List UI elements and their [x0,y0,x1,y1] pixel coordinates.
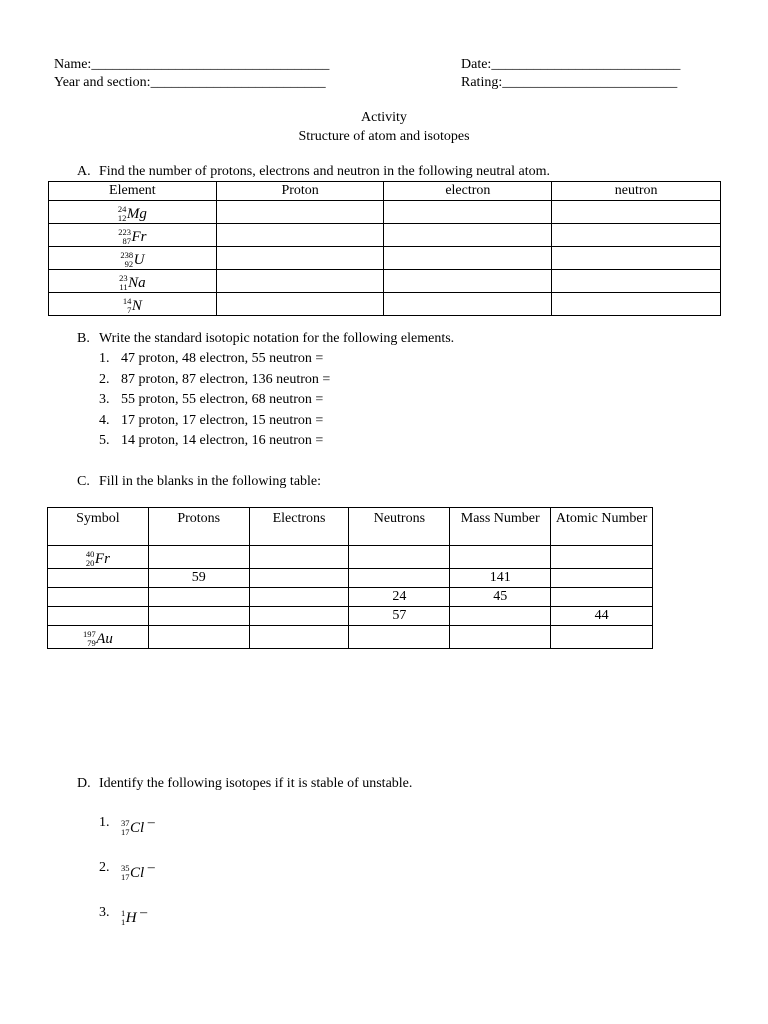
atomic-number: 11 [119,282,128,292]
year-section-blank-line[interactable]: _________________________ [150,75,326,90]
isotope-question[interactable] [99,815,155,837]
electrons-cell[interactable] [249,588,349,607]
isotope-notation [121,864,144,882]
neutrons-cell[interactable] [349,546,450,569]
electron-input-cell[interactable] [384,247,552,270]
protons-cell[interactable] [148,626,249,649]
isotope-notation [118,205,147,223]
neutrons-cell[interactable]: 57 [349,607,450,626]
symbol-cell[interactable] [48,588,149,607]
name-blank-line[interactable]: __________________________________ [91,57,330,72]
section-a-heading [77,164,550,181]
answer-dash: – [147,860,155,875]
rating-blank-line[interactable]: _________________________ [502,75,678,90]
element-cell [49,224,217,247]
rating-label: Rating: [461,75,503,90]
element-cell [49,270,217,293]
mass-number: 24 [117,204,127,214]
section-b-heading [77,331,454,348]
proton-input-cell[interactable] [216,224,384,247]
table-a-header-row [49,182,721,201]
table-c-header-row [48,508,653,546]
rating-field[interactable] [461,75,677,92]
atomic-number-cell[interactable]: 44 [551,607,653,626]
date-label: Date: [461,57,492,72]
element-symbol: Cl [130,865,145,881]
isotope-notation [118,228,146,246]
year-section-field[interactable] [54,75,326,92]
neutron-input-cell[interactable] [552,201,721,224]
isotope-question[interactable] [99,905,147,927]
isotope-notation [121,909,137,927]
table-a-header-cell: Proton [216,182,384,201]
protons-cell[interactable] [148,588,249,607]
table-c-header-cell: Protons [148,508,249,546]
proton-input-cell[interactable] [216,293,384,316]
table-a-row [49,293,721,316]
isotope-notation [83,630,113,648]
atomic-number: 1 [121,917,126,927]
symbol-cell[interactable] [48,607,149,626]
element-symbol: U [133,252,145,268]
element-symbol: Cl [130,820,145,836]
atomic-number: 79 [87,638,96,648]
table-c-header-cell: Mass Number [450,508,551,546]
list-item-number: 3. [99,392,110,407]
symbol-cell [48,546,149,569]
mass-number-cell[interactable]: 141 [450,569,551,588]
neutrons-cell[interactable] [349,569,450,588]
element-symbol: H [125,910,137,926]
mass-number: 1 [121,908,126,918]
atomic-number: 17 [121,827,130,837]
mass-number-cell[interactable] [450,546,551,569]
isotope-notation [120,251,144,269]
symbol-cell[interactable] [48,569,149,588]
isotope-notation [119,274,146,292]
atomic-number: 17 [121,872,130,882]
page-title: Activity [361,110,407,125]
list-item[interactable] [99,392,323,409]
table-a-header-cell: neutron [552,182,721,201]
table-a-row [49,270,721,293]
element-symbol: Fr [94,551,110,567]
atomic-number-cell[interactable] [551,626,653,649]
element-cell [49,201,217,224]
proton-input-cell[interactable] [216,270,384,293]
electron-input-cell[interactable] [384,293,552,316]
list-item-number: 3. [99,905,110,920]
mass-number: 40 [85,549,95,559]
table-c-header-cell: Atomic Number [551,508,653,546]
table-c-header-cell: Electrons [249,508,349,546]
section-b-text: Write the standard isotopic notation for the following elements. [99,331,455,346]
table-a-row [49,247,721,270]
date-field[interactable] [461,57,680,74]
table-c-header-cell: Symbol [48,508,149,546]
table-c-row [48,569,653,588]
neutron-input-cell[interactable] [552,247,721,270]
element-symbol: Na [128,275,146,291]
table-a-row [49,201,721,224]
section-d-text: Identify the following isotopes if it is stable of unstable. [99,776,413,791]
list-item-text: 14 proton, 14 electron, 16 neutron = [121,433,324,448]
element-symbol: Au [96,631,113,647]
proton-input-cell[interactable] [216,247,384,270]
date-blank-line[interactable]: ___________________________ [491,57,681,72]
list-item-number: 1. [99,815,110,830]
electron-input-cell[interactable] [384,224,552,247]
year-section-label: Year and section: [54,75,151,90]
mass-number: 197 [82,629,96,639]
name-field[interactable] [54,57,329,74]
atomic-number: 92 [124,259,134,269]
electron-input-cell[interactable] [384,201,552,224]
mass-number: 223 [118,227,131,237]
section-c-heading [77,474,321,491]
list-item-number: 5. [99,433,110,448]
neutrons-cell[interactable]: 24 [349,588,450,607]
protons-cell[interactable] [148,607,249,626]
neutron-input-cell[interactable] [552,293,721,316]
isotope-notation [121,819,144,837]
mass-number: 35 [121,863,130,873]
protons-cell[interactable]: 59 [148,569,249,588]
electrons-cell[interactable] [249,626,349,649]
list-item-text: 55 proton, 55 electron, 68 neutron = [121,392,324,407]
isotope-notation [86,550,110,568]
mass-number: 23 [119,273,128,283]
section-c-text: Fill in the blanks in the following table: [99,474,322,489]
table-c-row [48,607,653,626]
atomic-number-cell[interactable] [551,588,653,607]
section-a-letter: A. [77,164,91,179]
table-c-row [48,546,653,569]
element-symbol: Mg [126,206,147,222]
list-item[interactable] [99,372,330,389]
electron-input-cell[interactable] [384,270,552,293]
list-item[interactable] [99,351,323,368]
list-item-number: 4. [99,413,110,428]
name-label: Name: [54,57,92,72]
table-c-row [48,626,653,649]
mass-number: 238 [120,250,134,260]
list-item-number: 2. [99,372,110,387]
neutrons-cell[interactable] [349,626,450,649]
section-a-text: Find the number of protons, electrons and neutron in the following neutral atom. [99,164,551,179]
atomic-number: 12 [117,213,127,223]
table-a-row [49,224,721,247]
section-c-letter: C. [77,474,90,489]
answer-dash: – [140,905,148,920]
table-a-header-cell: electron [384,182,552,201]
electrons-cell[interactable] [249,607,349,626]
atomic-number: 7 [127,305,132,315]
list-item-number: 2. [99,860,110,875]
table-a [48,181,721,316]
list-item[interactable] [99,413,323,430]
atomic-number-cell[interactable] [551,546,653,569]
atomic-number-cell[interactable] [551,569,653,588]
isotope-notation [123,297,142,315]
electrons-cell[interactable] [249,546,349,569]
section-d-letter: D. [77,776,91,791]
table-c-header-cell: Neutrons [349,508,450,546]
element-cell [49,247,217,270]
list-item-text: 47 proton, 48 electron, 55 neutron = [121,351,324,366]
symbol-cell [48,626,149,649]
atomic-number: 87 [122,236,131,246]
list-item[interactable] [99,433,323,450]
protons-cell[interactable] [148,546,249,569]
mass-number: 14 [122,296,132,306]
table-a-header-cell: Element [49,182,217,201]
mass-number-cell[interactable] [450,607,551,626]
atomic-number: 20 [85,558,95,568]
section-d-heading [77,776,412,793]
section-b-letter: B. [77,331,90,346]
mass-number: 37 [121,818,130,828]
isotope-question[interactable] [99,860,155,882]
mass-number-cell[interactable]: 45 [450,588,551,607]
list-item-number: 1. [99,351,110,366]
page-subtitle: Structure of atom and isotopes [298,129,470,144]
mass-number-cell[interactable] [450,626,551,649]
element-cell [49,293,217,316]
proton-input-cell[interactable] [216,201,384,224]
answer-dash: – [147,815,155,830]
list-item-text: 87 proton, 87 electron, 136 neutron = [121,372,331,387]
neutron-input-cell[interactable] [552,270,721,293]
electrons-cell[interactable] [249,569,349,588]
element-symbol: Fr [131,229,147,245]
table-c [47,507,653,649]
list-item-text: 17 proton, 17 electron, 15 neutron = [121,413,324,428]
table-c-row [48,588,653,607]
element-symbol: N [131,298,142,314]
neutron-input-cell[interactable] [552,224,721,247]
